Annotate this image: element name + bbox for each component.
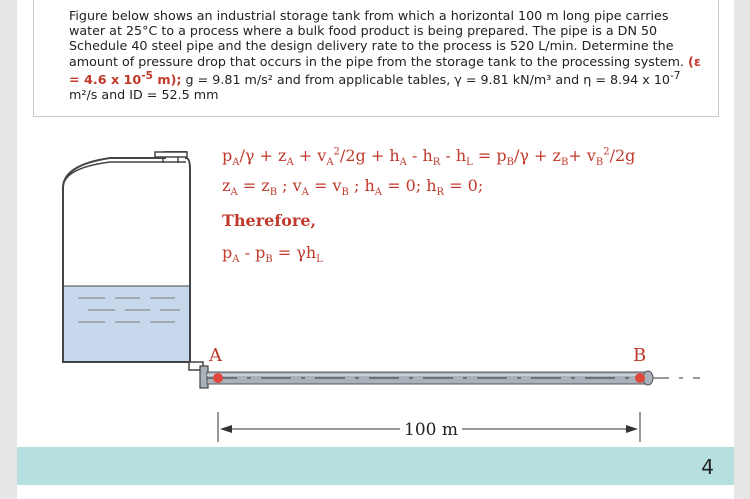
point-a-label: A [209, 345, 222, 366]
problem-text-2: g = 9.81 m/s² and from applicable tables, γ = 9.81 kN/m³ and η = 8.94 x 10 [181, 72, 670, 88]
footer-bar [17, 447, 734, 485]
energy-equation: $p_A/\gamma + z_A + v_A^2/2g + h_A - h_R - h_L = p_B/\gamma + z_B+ v_B^2/2g$ [222, 146, 636, 169]
roughness-value: (ε = 4.6 x $10^{-5}$ m); [69, 53, 701, 88]
pipe-length-label: 100 m [400, 420, 462, 440]
page-number: 4 [701, 455, 714, 479]
pressure-drop-equation: $p_A - p_B = \gamma h_L$ [222, 243, 323, 266]
point-a-marker [213, 373, 223, 383]
point-b-label: B [633, 345, 647, 366]
vent-icon [155, 152, 187, 157]
problem-text-1: Figure below shows an industrial storage tank from which a horizontal 100 m long pipe carries water at 25°C to a process where a bulk food product is being prepared. The pipe is a DN 50 Schedule 40 steel pipe and the design delivery rate to the process is 520 L/min. Determine the amount of pressure drop that occurs in the pipe from the storage tank to the processing system. [69, 8, 689, 69]
therefore-label: Therefore, [222, 211, 317, 230]
problem-text-3: m²/s and ID = 52.5 mm [69, 87, 219, 103]
water-fill [64, 286, 189, 361]
eta-exponent: -7 [669, 69, 681, 82]
point-b-marker [635, 373, 645, 383]
simplification-equation: $z_A = z_B$ ; $v_A = v_B$ ; $h_A = 0$; $h_R = 0$; [222, 176, 484, 199]
